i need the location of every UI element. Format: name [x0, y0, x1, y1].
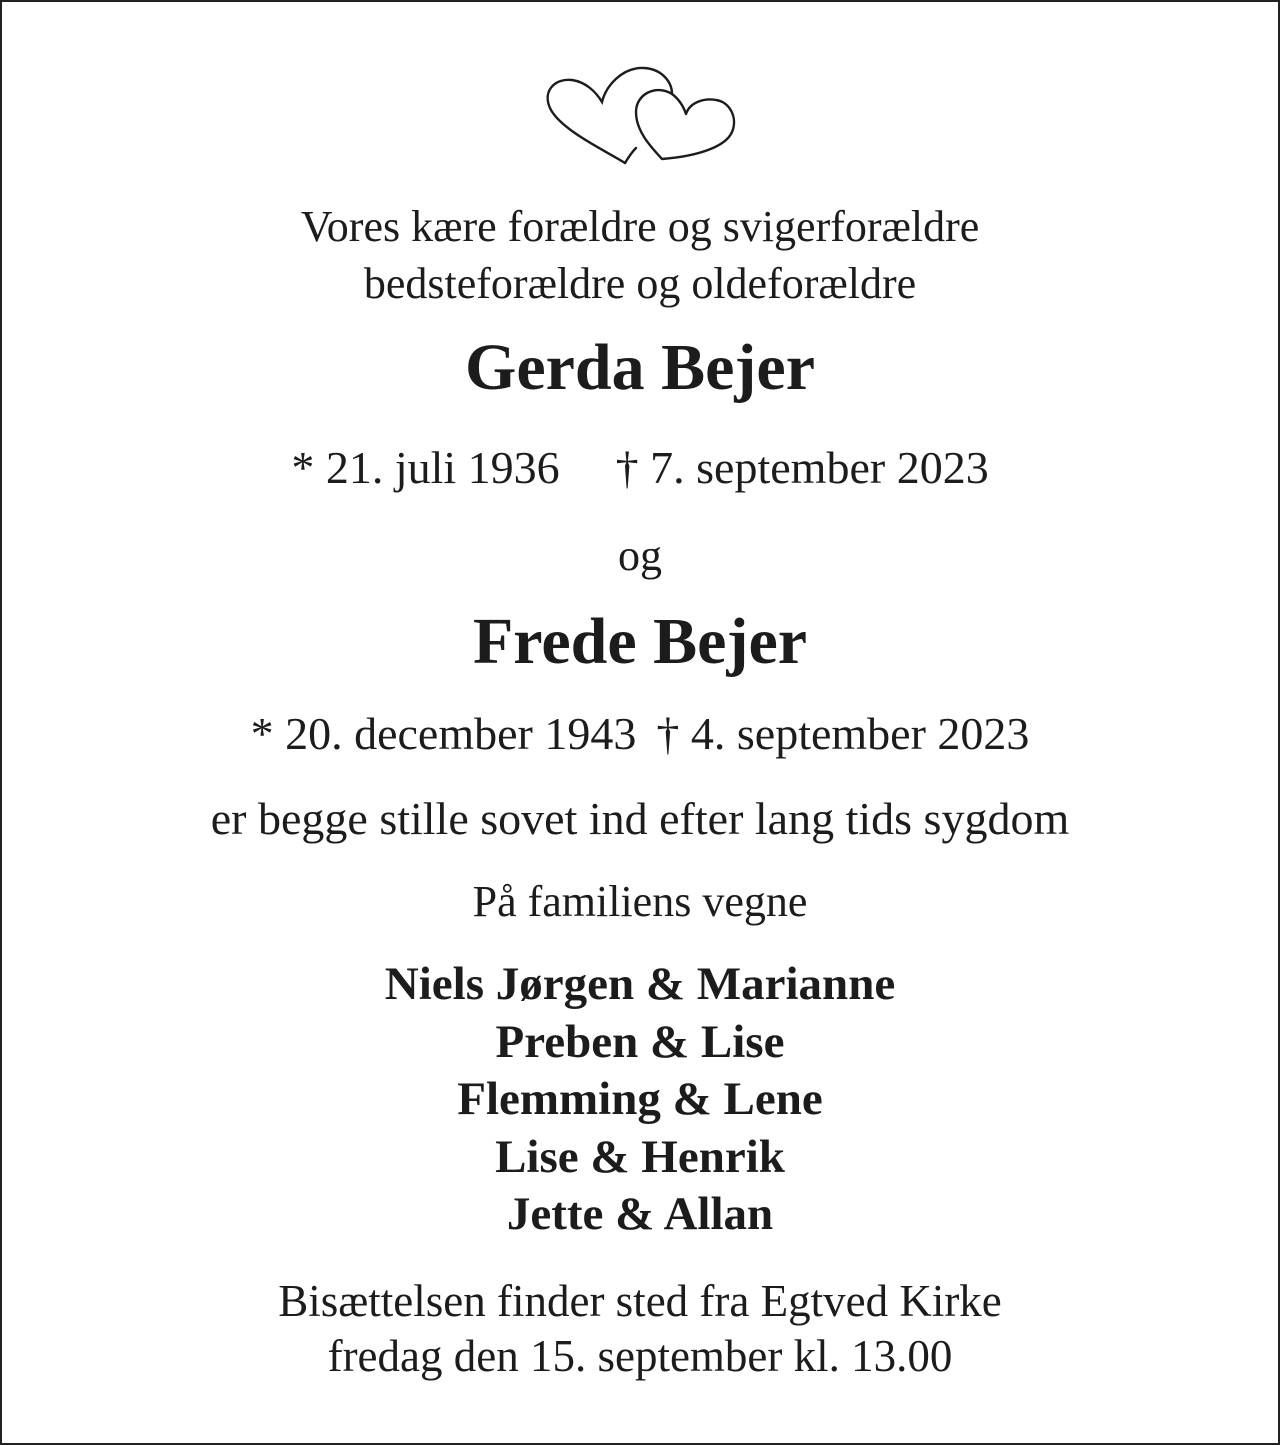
- intro-line: Vores kære forældre og svigerforældre: [300, 202, 980, 251]
- family-member: Preben & Lise: [495, 1015, 785, 1068]
- family-list: [0, 956, 1280, 1244]
- intro-text: [0, 198, 1280, 312]
- deceased-name-1: Gerda Bejer: [464, 331, 815, 404]
- funeral-line: fredag den 15. september kl. 13.00: [327, 1331, 953, 1381]
- statement-text: er begge stille sovet ind efter lang tids sygdom: [210, 793, 1070, 844]
- on-behalf-text: På familiens vegne: [472, 877, 808, 926]
- two-hearts-icon: [540, 62, 740, 172]
- birth-date: * 20. december 1943: [250, 708, 637, 759]
- birth-date: * 21. juli 1936: [291, 442, 560, 493]
- funeral-info: [0, 1274, 1280, 1384]
- death-date: † 7. september 2023: [615, 442, 989, 493]
- life-dates-2: [0, 707, 1280, 760]
- conjunction: og: [618, 531, 662, 580]
- intro-line: bedsteforældre og oldeforældre: [363, 259, 917, 308]
- deceased-name-2: Frede Bejer: [472, 605, 808, 678]
- funeral-line: Bisættelsen finder sted fra Egtved Kirke: [278, 1276, 1002, 1326]
- family-member: Niels Jørgen & Marianne: [384, 958, 896, 1010]
- family-member: Lise & Henrik: [495, 1130, 785, 1183]
- life-dates-1: [0, 441, 1280, 494]
- death-date: † 4. september 2023: [656, 708, 1030, 759]
- family-member: Flemming & Lene: [457, 1073, 823, 1125]
- family-member: Jette & Allan: [506, 1188, 774, 1240]
